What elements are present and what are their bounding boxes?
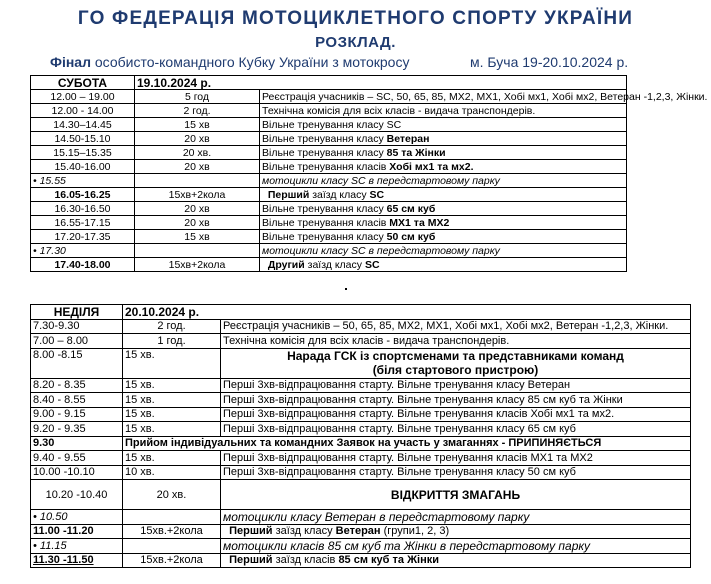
schedule-title: РОЗКЛАД. [315, 34, 396, 51]
table-row: 16.55-17.15 20 хв Вільне тренування класів MX1 та MX2 [31, 216, 627, 230]
table-row: 14.50-15.10 20 хв Вільне тренування класу Ветеран [31, 132, 627, 146]
saturday-table [30, 75, 708, 272]
table-row: • 11.15 мотоцикли класів 85 см куб та Жінки в передстартовому парку [31, 539, 691, 554]
day-date: 20.10.2024 р. [123, 305, 691, 320]
table-row: 7.00 – 8.00 1 год. Технічна комісія для всіх класів - видача транспондерів. [31, 334, 691, 349]
table-row: • 10.50 мотоцикли класу Ветеран в передстартовому парку [31, 510, 691, 525]
table-row: 15.40-16.00 20 хв Вільне тренування класів Хобі мх1 та мх2. [31, 160, 627, 174]
table-row: 15.15–15.35 20 хв. Вільне тренування класу 85 та Жінки [31, 146, 627, 160]
day-date: 19.10.2024 р. [135, 76, 627, 90]
table-row: 12.00 - 14.00 2 год. Технічна комісія для всіх класів - видача транспондерів. [31, 104, 627, 118]
table-row: 16.30-16.50 20 хв Вільне тренування класу 65 см куб [31, 202, 627, 216]
table-row: 17.40-18.00 15хв+2кола Другий заїзд класу SC [31, 258, 627, 272]
table-row: 9.30 Прийом індивідуальних та командних Заявок на участь у змаганнях - ПРИПИНЯЄТЬСЯ [31, 436, 691, 451]
table-row: 8.20 - 8.35 15 хв. Перші 3хв-відпрацювання старту. Вільне тренування класу Ветеран [31, 378, 691, 393]
table-row: • 17.30 мотоцикли класу SC в передстартовому парку [31, 244, 627, 258]
table-row: 9.40 - 9.55 15 хв. Перші 3хв-відпрацювання старту. Вільне тренування класів MX1 та MX2 [31, 451, 691, 466]
table-row: 11.30 -11.50 15хв.+2кола Перший заїзд класів 85 см куб та Жінки [31, 553, 691, 568]
table-row: • 15.55 мотоцикли класу SC в передстартовому парку [31, 174, 627, 188]
saturday-header-row [31, 76, 627, 90]
sunday-table [30, 304, 691, 568]
table-row: 17.20-17.35 15 хв Вільне тренування класу 50 см куб [31, 230, 627, 244]
day-label: СУБОТА [31, 76, 135, 90]
federation-title: ГО ФЕДЕРАЦІЯ МОТОЦИКЛЕТНОГО СПОРТУ УКРАЇНИ [77, 8, 634, 29]
day-label: НЕДІЛЯ [31, 305, 123, 320]
event-line [50, 54, 629, 70]
table-row: 11.00 -11.20 15хв.+2кола Перший заїзд класу Ветеран (групи1, 2, 3) [31, 524, 691, 539]
table-row: 10.00 -10.10 10 хв. Перші 3хв-відпрацювання старту. Вільне тренування класу 50 см куб [31, 465, 691, 480]
table-row: 16.05-16.25 15хв+2кола Перший заїзд класу SC [31, 188, 627, 202]
sunday-header-row [31, 305, 691, 320]
stray-dot [345, 288, 347, 290]
table-row: 8.00 -8.15 15 хв. Нарада ГСК із спортсменами та представниками команд (біля стартового пристрою) [31, 348, 691, 378]
table-row: 12.00 – 19.00 5 год Реєстрація учасників – SC, 50, 65, 85, MX2, MX1, Хобі мх1, Хобі мх2, Ветеран -1,2,3, Жінки. [31, 90, 627, 104]
table-row: 8.40 - 8.55 15 хв. Перші 3хв-відпрацювання старту. Вільне тренування класу 85 см куб та Жінки [31, 393, 691, 408]
table-row: 9.00 - 9.15 15 хв. Перші 3хв-відпрацювання старту. Вільне тренування класів Хобі мх1 та мх2. [31, 407, 691, 422]
event-name: особисто-командного Кубку України з мотокросу [94, 54, 410, 70]
table-row: 9.20 - 9.35 15 хв. Перші 3хв-відпрацювання старту. Вільне тренування класу 65 см куб [31, 422, 691, 437]
place-date: м. Буча 19-20.10.2024 р. [470, 54, 629, 70]
final-label: Фінал [50, 54, 91, 70]
table-row: 10.20 -10.40 20 хв. ВІДКРИТТЯ ЗМАГАНЬ [31, 480, 691, 510]
table-row: 7.30-9.30 2 год. Реєстрація учасників – 50, 65, 85, MX2, MX1, Хобі мх1, Хобі мх2, Ветеран -1,2,3, Жінки. [31, 319, 691, 334]
table-row: 14.30–14.45 15 хв Вільне тренування класу SC [31, 118, 627, 132]
